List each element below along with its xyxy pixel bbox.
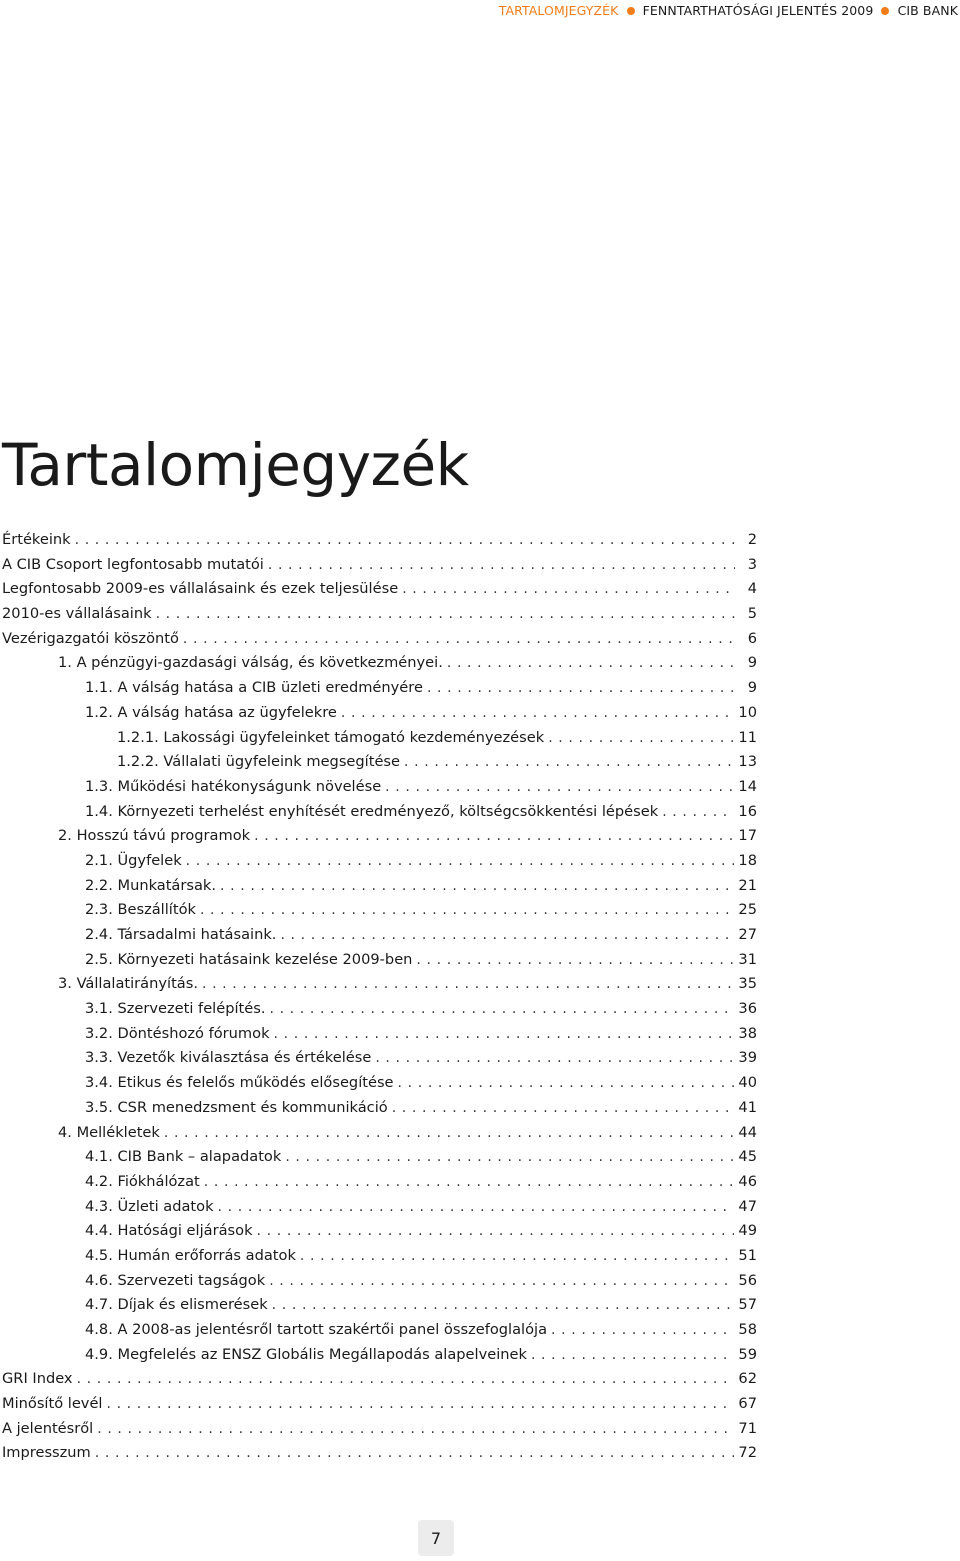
header-dot-icon (881, 7, 889, 15)
toc-entry-page: 56 (738, 1271, 757, 1289)
toc-dot-leader (202, 972, 734, 997)
toc-entry-page: 51 (738, 1246, 757, 1264)
toc-entry-label: Értékeink (2, 531, 71, 548)
toc-entry-label: 1.2.2. Vállalati ügyfeleink megsegítése (117, 753, 401, 771)
toc-entry[interactable] (2, 750, 757, 775)
toc-dot-leader (375, 1046, 734, 1071)
toc-entry-label: GRI Index (2, 1370, 73, 1388)
toc-entry-label: 1.2.1. Lakossági ügyfeleinket támogató kezdeményezések (117, 728, 545, 746)
toc-entry-page: 14 (738, 777, 757, 795)
toc-entry[interactable] (2, 553, 757, 578)
toc-entry-label: A jelentésről (2, 1419, 94, 1437)
toc-entry-label: 4.5. Humán erőforrás adatok (85, 1246, 296, 1264)
toc-entry-page: 35 (738, 975, 757, 993)
toc-entry[interactable] (2, 627, 757, 652)
toc-dot-leader (551, 1318, 734, 1343)
toc-entry-page: 41 (738, 1098, 757, 1116)
toc-entry-page: 49 (738, 1222, 757, 1240)
toc-entry-label: Minősítő levél (2, 1395, 103, 1413)
toc-entry[interactable] (2, 1195, 757, 1220)
toc-entry[interactable] (2, 1046, 757, 1071)
toc-entry-page: 58 (738, 1321, 757, 1338)
toc-entry[interactable] (2, 1022, 757, 1047)
toc-entry-page: 18 (738, 851, 757, 869)
toc-entry[interactable] (2, 874, 757, 899)
toc-entry-label: 3.1. Szervezeti felépítés. (85, 1000, 266, 1018)
toc-dot-leader (341, 701, 735, 726)
toc-entry-page: 72 (738, 1444, 757, 1462)
toc-dot-leader (268, 553, 735, 578)
toc-entry[interactable] (2, 1071, 757, 1096)
header-report-title: FENNTARTHATÓSÁGI JELENTÉS 2009 (642, 3, 874, 18)
toc-dot-leader (385, 775, 734, 800)
toc-dot-leader (269, 997, 734, 1022)
toc-entry-page: 44 (738, 1123, 757, 1141)
header-section-title: TARTALOMJEGYZÉK (498, 3, 619, 18)
toc-entry-page: 38 (738, 1024, 757, 1042)
toc-entry[interactable] (2, 726, 757, 751)
toc-dot-leader (392, 1096, 735, 1121)
toc-entry-page: 71 (738, 1419, 757, 1437)
toc-entry-label: 2.3. Beszállítók (85, 901, 196, 919)
header-company-name: CIB BANK (897, 3, 958, 18)
toc-dot-leader (257, 1219, 735, 1244)
toc-dot-leader (447, 651, 735, 676)
page-title: Tartalomjegyzék (2, 431, 469, 499)
toc-entry-label: 1.3. Működési hatékonyságunk növelése (85, 777, 382, 795)
toc-entry-label: 2.2. Munkatársak. (85, 876, 217, 894)
toc-entry[interactable] (2, 528, 757, 553)
toc-entry-page: 13 (738, 753, 757, 771)
table-of-contents (2, 528, 757, 1466)
toc-entry[interactable] (2, 1121, 757, 1146)
toc-entry-page: 9 (747, 654, 757, 672)
toc-dot-leader (662, 800, 734, 825)
toc-dot-leader (204, 1170, 735, 1195)
toc-entry-label: 4.2. Fiókhálózat (85, 1172, 200, 1190)
toc-entry-page: 39 (738, 1049, 757, 1067)
toc-entry[interactable] (2, 1343, 757, 1368)
toc-entry-page: 25 (738, 901, 757, 919)
toc-entry-page: 4 (747, 580, 757, 598)
toc-entry-page: 57 (738, 1296, 757, 1314)
toc-entry-label: 2.1. Ügyfelek (85, 851, 182, 869)
toc-entry[interactable] (2, 1244, 757, 1269)
toc-entry-label: 2010-es vállalásaink (2, 605, 152, 623)
toc-entry-label: 3.5. CSR menedzsment és kommunikáció (85, 1098, 388, 1116)
toc-dot-leader (183, 627, 735, 652)
toc-dot-leader (156, 602, 735, 627)
toc-entry[interactable] (2, 948, 757, 973)
toc-entry-page: 6 (747, 629, 757, 647)
toc-entry-page: 36 (738, 1000, 757, 1018)
toc-entry-page: 16 (738, 802, 757, 820)
toc-entry[interactable] (2, 701, 757, 726)
toc-dot-leader (97, 1417, 734, 1442)
toc-entry-label: 4.9. Megfelelés az ENSZ Globális Megállapodás alapelveinek (85, 1345, 527, 1363)
toc-entry-label: 4.4. Hatósági eljárások (85, 1222, 253, 1240)
toc-entry[interactable] (2, 1367, 757, 1392)
toc-dot-leader (269, 1269, 734, 1294)
toc-entry-page: 59 (738, 1345, 757, 1363)
toc-dot-leader (416, 948, 734, 973)
toc-entry[interactable] (2, 651, 757, 676)
toc-entry-label: 1.2. A válság hatása az ügyfelekre (85, 703, 337, 721)
toc-dot-leader (95, 1441, 735, 1466)
toc-entry-page: 47 (738, 1197, 757, 1215)
toc-entry[interactable] (2, 577, 757, 602)
toc-dot-leader (75, 528, 735, 553)
toc-dot-leader (285, 1145, 734, 1170)
toc-dot-leader (404, 750, 734, 775)
page-number-value: 7 (430, 1528, 442, 1548)
toc-entry-label: Impresszum (2, 1444, 91, 1462)
toc-entry-label: 4.1. CIB Bank – alapadatok (85, 1148, 282, 1166)
toc-entry[interactable] (2, 1293, 757, 1318)
toc-entry[interactable] (2, 1392, 757, 1417)
toc-entry-label: 2.4. Társadalmi hatásaink. (85, 926, 277, 943)
toc-entry-label: Vezérigazgatói köszöntő (2, 629, 179, 647)
toc-entry-label: 4.7. Díjak és elismerések (85, 1296, 268, 1314)
page-number (418, 1520, 454, 1556)
toc-dot-leader (200, 898, 734, 923)
toc-entry-page: 17 (738, 827, 757, 845)
toc-entry-label: 3.4. Etikus és felelős működés elősegítése (85, 1074, 394, 1092)
toc-entry[interactable] (2, 1441, 757, 1466)
toc-entry-page: 45 (738, 1148, 757, 1166)
toc-entry-page: 2 (747, 531, 757, 548)
toc-dot-leader (427, 676, 735, 701)
toc-dot-leader (164, 1121, 735, 1146)
toc-entry[interactable] (2, 1170, 757, 1195)
toc-dot-leader (548, 726, 734, 751)
toc-dot-leader (254, 824, 734, 849)
toc-entry-page: 10 (738, 703, 757, 721)
toc-entry-page: 67 (738, 1395, 757, 1413)
toc-entry-page: 40 (738, 1074, 757, 1092)
toc-entry[interactable] (2, 1096, 757, 1121)
toc-dot-leader (272, 1293, 735, 1318)
toc-entry[interactable] (2, 997, 757, 1022)
toc-entry-label: 2.5. Környezeti hatásaink kezelése 2009-ben (85, 950, 413, 968)
toc-entry-page: 31 (738, 950, 757, 968)
header-dot-icon (627, 7, 635, 15)
toc-dot-leader (218, 1195, 735, 1220)
running-header (499, 3, 958, 18)
toc-entry-page: 62 (738, 1370, 757, 1388)
toc-entry-label: 3. Vállalatirányítás. (58, 975, 198, 993)
toc-dot-leader (402, 577, 735, 602)
toc-entry-page: 46 (738, 1172, 757, 1190)
toc-entry-label: 1.1. A válság hatása a CIB üzleti eredményére (85, 679, 423, 697)
toc-entry[interactable] (2, 849, 757, 874)
toc-entry-label: 3.3. Vezetők kiválasztása és értékelése (85, 1049, 372, 1067)
toc-entry-label: A CIB Csoport legfontosabb mutatói (2, 555, 264, 573)
toc-entry[interactable] (2, 676, 757, 701)
toc-dot-leader (186, 849, 735, 874)
toc-entry-label: 1. A pénzügyi-gazdasági válság, és következményei. (58, 654, 443, 672)
toc-entry-label: 4.6. Szervezeti tagságok (85, 1271, 266, 1289)
toc-entry-page: 5 (747, 605, 757, 623)
toc-dot-leader (531, 1343, 734, 1368)
toc-entry-page: 9 (747, 679, 757, 697)
toc-dot-leader (220, 874, 734, 899)
toc-entry-page: 27 (738, 926, 757, 943)
toc-entry-label: 2. Hosszú távú programok (58, 827, 251, 845)
toc-entry[interactable] (2, 1219, 757, 1244)
toc-dot-leader (77, 1367, 735, 1392)
toc-entry[interactable] (2, 1145, 757, 1170)
toc-entry[interactable] (2, 1318, 757, 1343)
toc-dot-leader (106, 1392, 734, 1417)
toc-entry-label: 4.3. Üzleti adatok (85, 1197, 214, 1215)
toc-entry-label: 1.4. Környezeti terhelést enyhítését eredményező, költségcsökkentési lépések (85, 802, 659, 820)
toc-entry[interactable] (2, 800, 757, 825)
toc-entry[interactable] (2, 898, 757, 923)
toc-dot-leader (280, 923, 734, 948)
toc-entry-label: 3.2. Döntéshozó fórumok (85, 1024, 270, 1042)
toc-dot-leader (300, 1244, 735, 1269)
toc-entry[interactable] (2, 972, 757, 997)
toc-dot-leader (274, 1022, 735, 1047)
toc-entry[interactable] (2, 923, 757, 948)
toc-entry-label: Legfontosabb 2009-es vállalásaink és ezek teljesülése (2, 580, 399, 598)
toc-entry-page: 11 (738, 728, 757, 746)
toc-entry[interactable] (2, 775, 757, 800)
toc-entry-page: 21 (738, 876, 757, 894)
toc-entry[interactable] (2, 824, 757, 849)
toc-entry[interactable] (2, 1269, 757, 1294)
toc-entry[interactable] (2, 602, 757, 627)
toc-entry-label: 4.8. A 2008-as jelentésről tartott szakértői panel összefoglalója (85, 1321, 548, 1338)
toc-entry[interactable] (2, 1417, 757, 1442)
toc-entry-page: 3 (747, 555, 757, 573)
toc-dot-leader (398, 1071, 735, 1096)
toc-entry-label: 4. Mellékletek (58, 1123, 160, 1141)
